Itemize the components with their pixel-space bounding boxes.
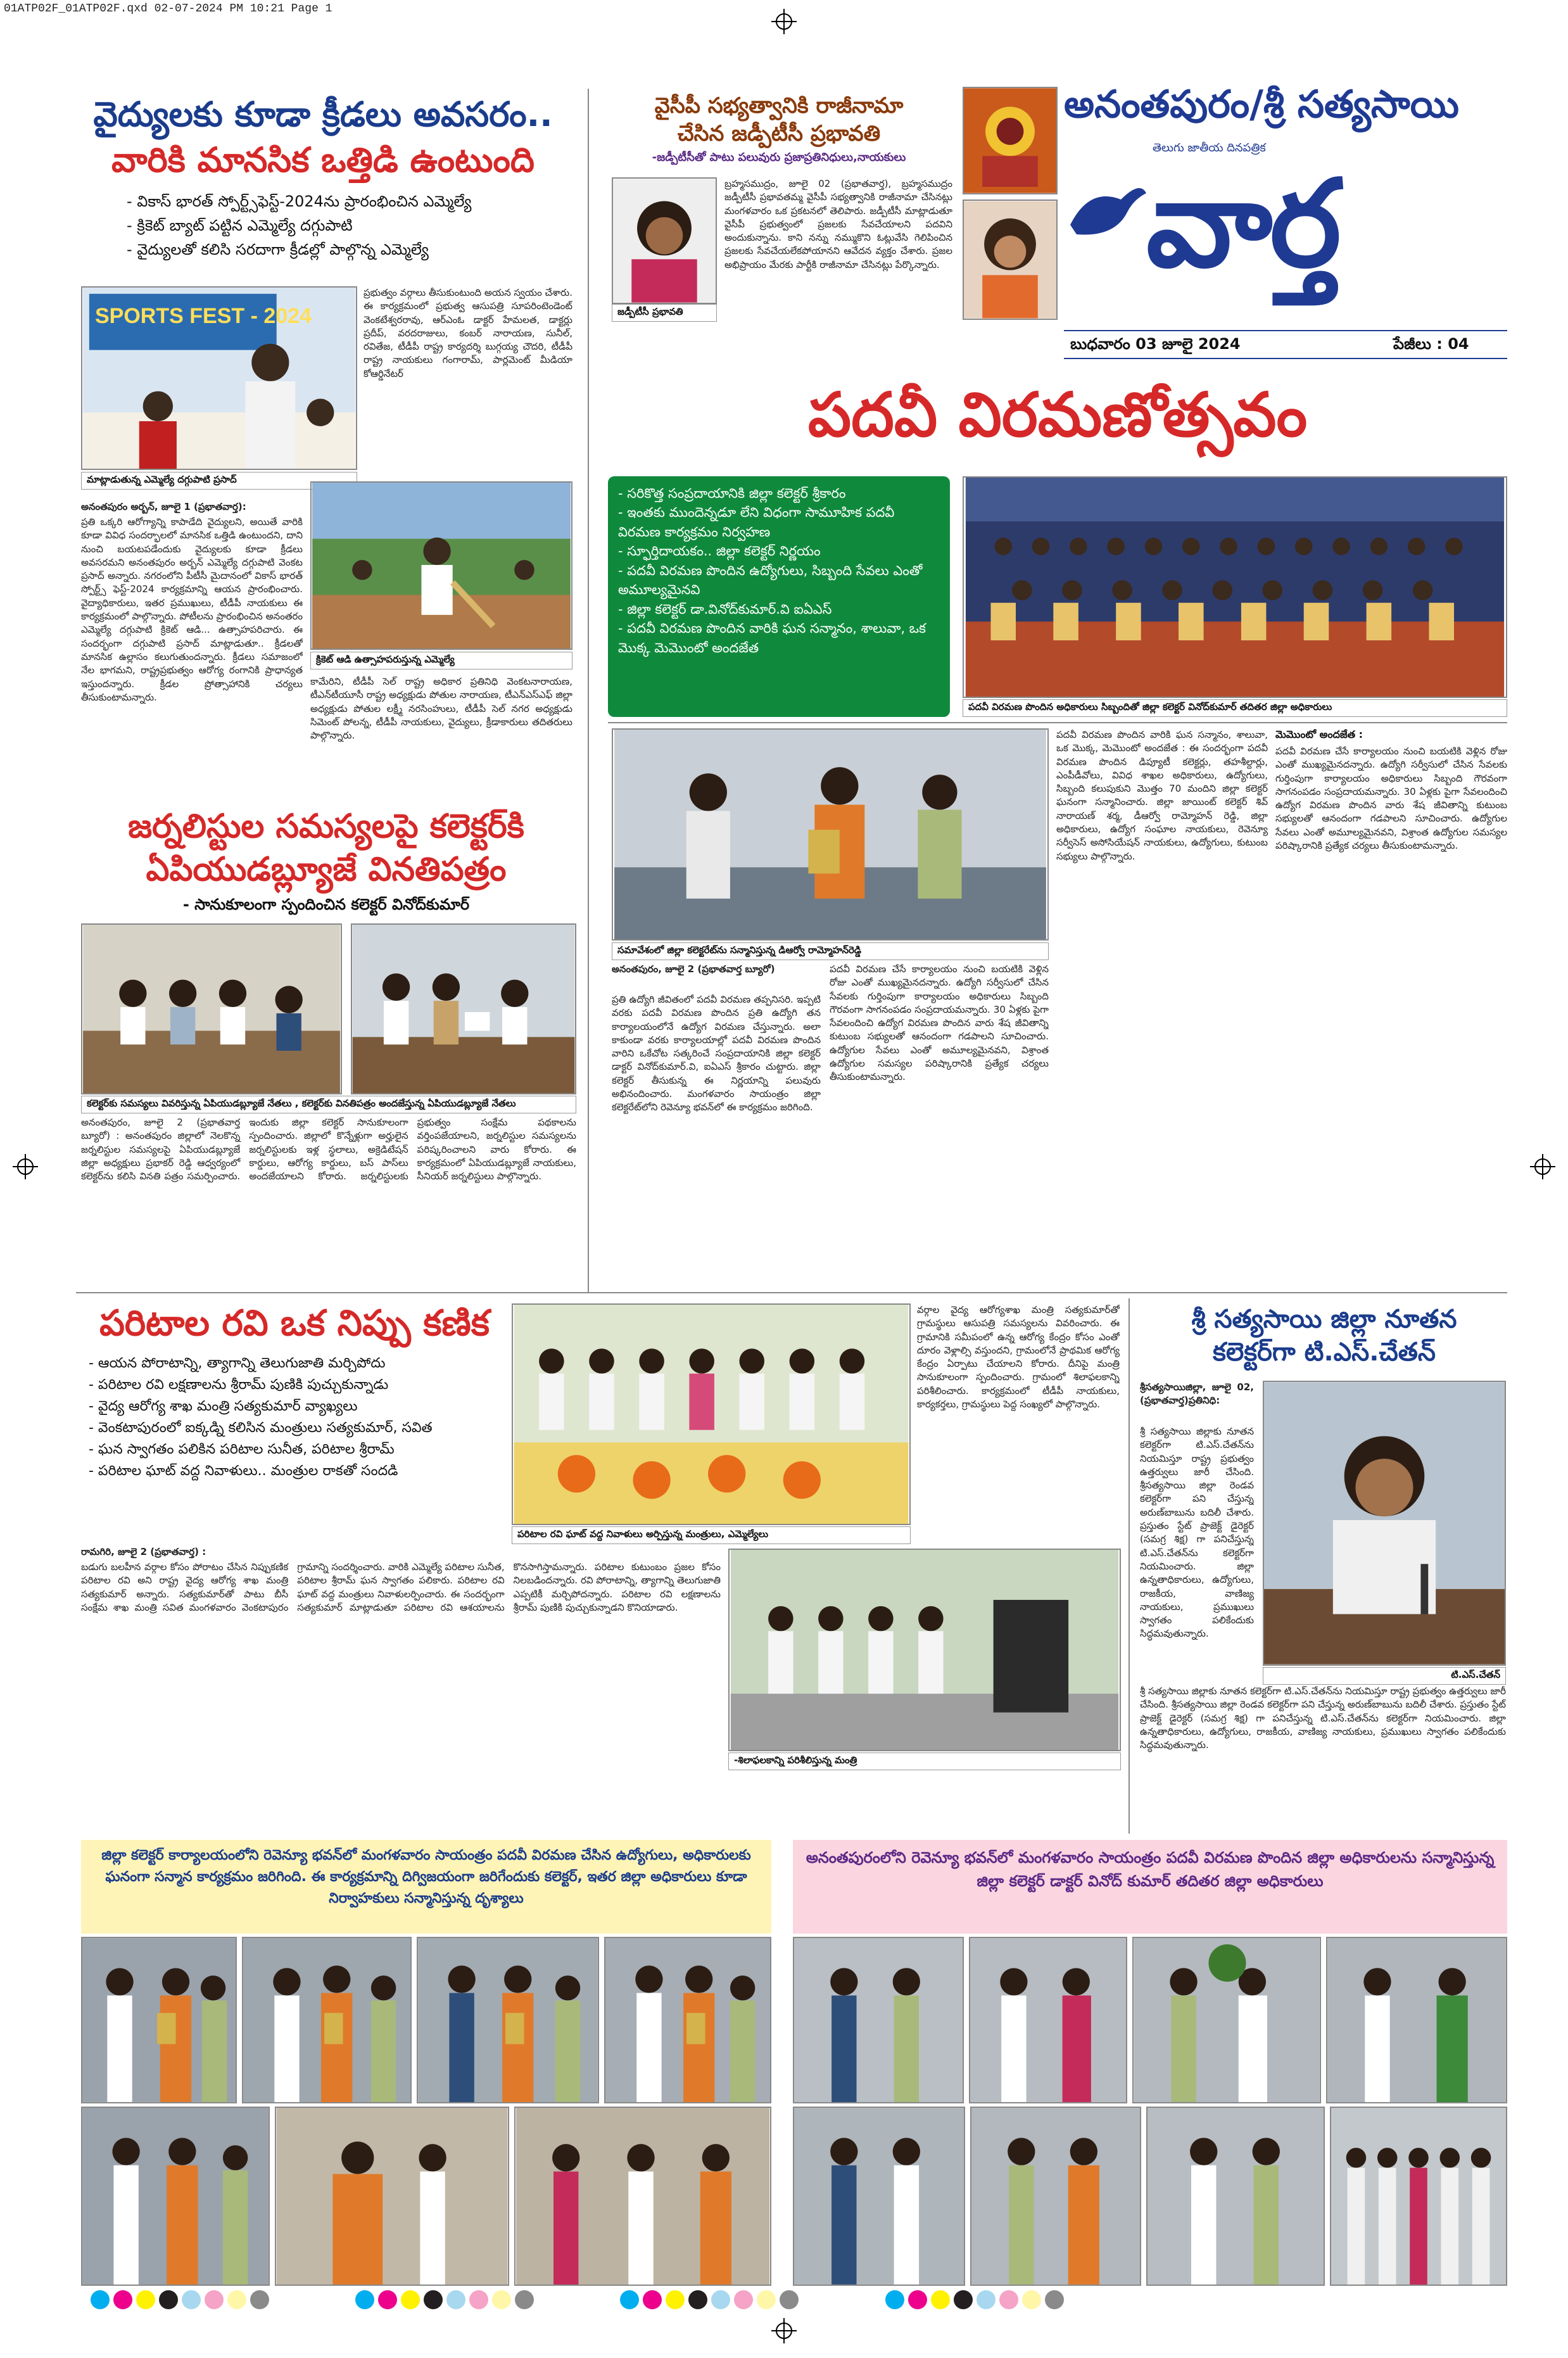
- color-swatch: [1022, 2290, 1041, 2309]
- honoring-photo: [970, 2107, 1141, 2286]
- color-swatch: [954, 2290, 973, 2309]
- page-count: పేజీలు : 04: [1393, 335, 1469, 353]
- masthead-photo-saint: [963, 200, 1058, 320]
- story3-body-d: పదవీ విరమణ చేసే కార్యాలయం నుంచి బయటికి వెళ్లిన రోజు ఎంతో ముఖ్యమైనదన్నారు. ఉద్యోగి సర్వీసులో చేసిన సేవలకు గుర్తింపుగా కార్యాలయం అధికారులు సిబ్బంది గౌరవంగా సాగనంపడం సంప్రదాయమన్నారు. 30 ఏళ్లకు పైగా సేవలందించి ఉద్యోగ విరమణ పొందిన వారు శేష జీవితాన్ని కుటుంబ సభ్యులతో ఆనందంగా గడపాలని సూచించారు. ఉద్యోగుల సేవలు ఎంతో అమూల్యమైనవని, విశ్రాంత ఉద్యోగుల సమస్యల పరిష్కారానికి ప్రత్యేక చర్యలు తీసుకుంటామన్నారు.: [1275, 745, 1507, 852]
- story5-photo2-caption: -శిలాఫలకాన్ని పరిశీలిస్తున్న మంత్రి: [728, 1753, 1121, 1770]
- story1-bullet: - క్రికెట్ బ్యాట్ పట్టిన ఎమ్మెల్యే దగ్గుపాటి: [127, 217, 353, 234]
- color-swatch: [136, 2290, 155, 2309]
- color-swatch: [666, 2290, 685, 2309]
- story5-body2: వర్గాల వైద్య ఆరోగ్యశాఖ మంత్రి సత్యకుమార్‌తో గ్రామస్థులు ఆసుపత్రి సమస్యలను వివరించారు. ఈ గ్రామానికి సమీపంలో ఉన్న ఆరోగ్య కేంద్రం కోసం ఎంతో దూరం వెళ్లాల్సి వస్తుందని, గ్రామంలోనే ప్రాథమిక ఆరోగ్య కేంద్రం ఏర్పాటు చేయాలని కోరారు. దీనిపై మంత్రి సానుకూలంగా స్పందించారు. గ్రామంలో శిలాఫలకాన్ని పరిశీలించారు. కార్యక్రమంలో టీడీపీ నాయకులు, కార్యకర్తలు, గ్రామస్థులు పెద్ద సంఖ్యలో పాల్గొన్నారు.: [917, 1304, 1120, 1410]
- divider: [608, 722, 1507, 723]
- color-swatch: [780, 2290, 799, 2309]
- honoring-photo: [81, 2107, 270, 2286]
- story1-body2: కామేరిని, టీడీపీ సెల్ రాష్ట్ర అధికార ప్రతినిధి వెంకటనారాయణ, టీఎన్‌టీయూసీ రాష్ట్ర అధ్యక్షుడు పోతుల నారాయణ, టీఎన్‌ఎస్‌ఎఫ్ జిల్లా అధ్యక్షుడు పోతుల లక్ష్మీ నరసింహులు, టీడీపీ సెల్ నగర అధ్యక్షుడు సిమెంట్ పోలన్న, టీడీపీ నాయకులు, వైద్యులు, క్రీడాకారులు తదితరులు పాల్గొన్నారు.: [310, 676, 572, 742]
- story1-bullet: - వైద్యులతో కలిసి సరదాగా క్రీడల్లో పాల్గొన్న ఎమ్మెల్యే: [127, 241, 429, 258]
- story4-headline-line1: జర్నలిస్టుల సమస్యలపై కలెక్టర్‌కి: [128, 808, 524, 846]
- color-swatch: [908, 2290, 927, 2309]
- story4-headline-line2: ఏపియుడబ్ల్యూజే వినతిపత్రం: [146, 851, 507, 889]
- story6-headline-line1: శ్రీ సత్యసాయి జిల్లా నూతన: [1191, 1305, 1457, 1334]
- story5-photo-tribute: [512, 1303, 911, 1525]
- story5-bullet: - ఘన స్వాగతం పలికిన పరిటాల సునీత, పరిటాల శ్రీరామ్: [89, 1442, 395, 1457]
- honoring-photo: [1132, 1937, 1321, 2103]
- story6-dateline: శ్రీసత్యసాయిజిల్లా, జూలై 02, (ప్రభాతవార్త)ప్రతినిధి:: [1140, 1381, 1254, 1407]
- story3-bullet-box: [608, 476, 950, 717]
- honoring-photo: [275, 2107, 509, 2286]
- color-swatch: [977, 2290, 996, 2309]
- story4-photo-left: [81, 923, 342, 1094]
- story3-bullet: - పదవీ విరమణ పొందిన వారికి ఘన సన్మానం, శాలువా, ఒక మొక్క మెమొంటో అందజేత: [618, 621, 926, 656]
- story6-photo: [1263, 1381, 1506, 1666]
- honoring-photo: [604, 1937, 771, 2103]
- story2-subhead: -జడ్పీటీసీతో పాటు పలువురు ప్రజాప్రతినిధులు,నాయకులు: [652, 151, 906, 164]
- story3-subhead-box: మెమొంటో అందజేత :: [1275, 728, 1363, 740]
- story5-photo1-caption: పరిటాల రవి ఘాట్ వద్ద నివాళులు అర్పిస్తున్న మంత్రులు, ఎమ్మెల్యేలు: [512, 1526, 911, 1544]
- story3-group-photo-caption: పదవీ విరమణ పొందిన అధికారులు సిబ్బందితో జిల్లా కలెక్టర్ వినోద్‌కుమార్ తదితర జిల్లా అధికారులు: [963, 699, 1507, 717]
- color-swatch: [401, 2290, 420, 2309]
- story1-headline-line2: వారికి మానసిక ఒత్తిడి ఉంటుంది: [111, 140, 534, 180]
- honoring-photo: [514, 2107, 771, 2286]
- story3-center-photo-caption: సమావేశంలో జిల్లా కలెక్టరేట్‌ను సన్మానిస్తున్న డిఆర్వో రామ్మోహన్‌రెడ్డి: [612, 942, 1049, 960]
- story5-bullet: - ఆయన పోరాటాన్ని, త్యాగాన్ని తెలుగుజాతి మర్చిపోదు: [89, 1355, 386, 1371]
- story2-body: బ్రహ్మసముద్రం, జూలై 02 (ప్రభాతవార్త), బ్రహ్మసముద్రం జడ్పీటీసీ ప్రభావతమ్మ వైసీపీ సభ్యత్వానికి రాజీనామా చేసినట్లు మంగళవారం ఒక ప్రకటనలో తెలిపారు. జడ్పీటీసీ మాట్లాడుతూ వైసీపీ ప్రభుత్వంలో ప్రజలకు సేవచేయాలని పదవిని అందుకున్నాను. కాని నన్ను నమ్ముకొని ఓట్లువేసి గెలిపించిన ప్రజలకు సేవచేయలేకపోయానని ఆవేదన వ్యక్తం చేశారు. ప్రజల అభిప్రాయం మేరకు పార్టీకి రాజీనామా చేసినట్లు పేర్కొన్నారు.: [724, 178, 952, 270]
- story5-bullet: - పరిటాల రవి లక్షణాలను శ్రీరామ్ పుణికి పుచ్చుకున్నాడు: [89, 1377, 389, 1393]
- story3-bullet: - పదవీ విరమణ పొందిన ఉద్యోగులు, సిబ్బంది సేవలు ఎంతో అమూల్యమైనవి: [618, 562, 923, 598]
- color-swatch: [999, 2290, 1018, 2309]
- honoring-photo: [242, 1937, 412, 2103]
- masthead-date-bar: [1064, 330, 1507, 359]
- story3-bullet: - సరికొత్త సంప్రదాయానికి జిల్లా కలెక్టర్ శ్రీకారం: [618, 486, 846, 501]
- story3-headline: పదవీ విరమణోత్సవం: [807, 379, 1308, 450]
- divider: [1129, 1298, 1130, 1834]
- story1-photo-cricket: [310, 481, 572, 650]
- story1-photo1-caption: మాట్లాడుతున్న ఎమ్మెల్యే దగ్గుపాటి ప్రసాద్: [81, 472, 357, 490]
- honoring-photo: [1146, 2107, 1325, 2286]
- registration-mark-icon: [13, 1154, 38, 1179]
- color-swatch: [757, 2290, 776, 2309]
- bottom-banner-right: అనంతపురంలోని రెవెన్యూ భవన్‌లో మంగళవారం సాయంత్రం పదవీ విరమణ పొందిన జిల్లా అధికారులను సన్మానిస్తున్న జిల్లా కలెక్టర్ డాక్టర్ వినోద్ కుమార్ తదితర జిల్లా అధికారులు: [793, 1840, 1507, 1934]
- masthead-edition: అనంతపురం/శ్రీ సత్యసాయి: [1064, 82, 1459, 127]
- color-swatch: [620, 2290, 639, 2309]
- story1-dateline: అనంతపురం అర్బన్, జూలై 1 (ప్రభాతవార్త):: [81, 501, 246, 512]
- honoring-photo: [417, 1937, 599, 2103]
- divider: [76, 1292, 1507, 1293]
- honoring-photo: [793, 1937, 964, 2103]
- story3-body-c: పదవీ విరమణ పొందిన వారికి ఘన సన్మానం, శాలువా, ఒక మొక్క, మెమొంటో అందజేత : ఈ సందర్భంగా పదవీ విరమణ పొందిన డిప్యూటీ కలెక్టర్లు, తహశీల్దార్లు, ఎంపీడీవోలు, వివిధ శాఖల అధికారులు, ఉద్యోగులు, సిబ్బంది కలుపుకుని మొత్తం 70 మందిని జిల్లా కలెక్టర్ ఘనంగా సన్మానించారు. జిల్లా జాయింట్ కలెక్టర్ శివ్ నారాయణ్ శర్మ, డీఆర్వో రామ్మోహన్ రెడ్డి, జిల్లా అధికారులు, ఉద్యోగ సంఘాల నాయకులు, రెవెన్యూ సర్వీసెస్ అసోసియేషన్ నాయకులు, ఉద్యోగులు, కుటుంబ సభ్యులు పాల్గొన్నారు.: [1056, 729, 1268, 862]
- color-swatch: [1045, 2290, 1064, 2309]
- color-swatch: [446, 2290, 465, 2309]
- masthead-title: వార్త: [1146, 154, 1339, 294]
- registration-mark-icon: [771, 9, 797, 34]
- story1-headline-line1: వైద్యులకు కూడా క్రీడలు అవసరం..: [93, 94, 553, 134]
- masthead: [963, 79, 1507, 377]
- story4-subhead: - సానుకూలంగా స్పందించిన కలెక్టర్ వినోద్‌కుమార్: [182, 896, 470, 913]
- story3-bullet: - స్ఫూర్తిదాయకం.. జిల్లా కలెక్టర్ నిర్ణయం: [618, 543, 821, 559]
- issue-date: బుధవారం 03 జూలై 2024: [1070, 335, 1241, 353]
- story3-bullet: - జిల్లా కలెక్టర్ డా.వినోద్‌కుమార్.వి ఐఏఎస్: [618, 601, 832, 617]
- story6-photo-caption: టి.ఎస్.చేతన్: [1263, 1667, 1506, 1685]
- color-swatch: [515, 2290, 534, 2309]
- story6-headline-line2: కలెక్టర్‌గా టి.ఎస్.చేతన్: [1213, 1338, 1436, 1367]
- color-swatch: [424, 2290, 443, 2309]
- honoring-photo: [1330, 2107, 1507, 2286]
- honoring-photo: [81, 1937, 237, 2103]
- story2-photo-caption: జడ్పీటీసీ ప్రభావతి: [612, 304, 717, 322]
- story3-dateline: అనంతపురం, జూలై 2 (ప్రభాతవార్త బ్యూరో): [612, 963, 775, 975]
- color-swatch: [113, 2290, 132, 2309]
- sports-fest-banner: SPORTS FEST - 2024: [95, 304, 312, 328]
- story4-photo-right: [351, 923, 576, 1094]
- story5-bullet: - పరిటాల ఘాట్ వద్ద నివాళులు.. మంత్రుల రాకతో సందడి: [89, 1463, 398, 1479]
- color-swatch: [227, 2290, 246, 2309]
- honoring-photo: [793, 2107, 965, 2286]
- color-swatch: [492, 2290, 511, 2309]
- color-swatch: [182, 2290, 201, 2309]
- honoring-photo: [969, 1937, 1127, 2103]
- story4-photos-caption: కలెక్టర్‌కు సమస్యలు వివరిస్తున్న ఏపియుడబ్ల్యూజే నేతలు , కలెక్టర్‌కు వినతిపత్రం అందజేస్తున్న ఏపియుడబ్ల్యూజే నేతలు: [81, 1096, 576, 1113]
- bottom-banner-left: జిల్లా కలెక్టర్ కార్యాలయంలోని రెవెన్యూ భవన్‌లో మంగళవారం సాయంత్రం పదవీ విరమణ చేసిన ఉద్యోగులు, అధికారులకు ఘనంగా సన్మాన కార్యక్రమం జరిగింది. ఈ కార్యక్రమాన్ని దిగ్విజయంగా జరిగేందుకు కలెక్టర్, ఇతర జిల్లా అధికారులు కూడా నిర్వాహకులు సన్మానిస్తున్న దృశ్యాలు: [81, 1840, 771, 1934]
- color-swatch: [885, 2290, 904, 2309]
- color-swatch: [378, 2290, 397, 2309]
- story5-bullet: - వెంకటాపురంలో ఐక్కడ్ని కలిసిన మంత్రులు సత్యకుమార్, సవిత: [89, 1420, 433, 1436]
- file-slug: 01ATP02F_01ATP02F.qxd 02-07-2024 PM 10:21 Page 1: [4, 3, 332, 15]
- story5-bullet: - వైద్య ఆరోగ్య శాఖ మంత్రి సత్యకుమార్ వ్యాఖ్యలు: [89, 1398, 358, 1414]
- story3-bullet: - ఇంతకు ముందెన్నడూ లేని విధంగా సామూహిక పదవీ విరమణ కార్యక్రమం నిర్వహణ: [618, 505, 895, 540]
- honoring-photo: [1326, 1937, 1507, 2103]
- story3-body-a: ప్రతి ఉద్యోగి జీవితంలో పదవీ విరమణ తప్పనిసరి. ఇప్పటి వరకు పదవీ విరమణ పొందిన ప్రతి ఉద్యోగి తన కార్యాలయంలోనే ఉద్యోగ విరమణ చేస్తున్నారు. అలా కాకుండా వరకు కార్యాలయాల్లో పదవీ విరమణ పొందిన వారిని ఒకేచోట సత్కరించే సంప్రదాయానికి జిల్లా కలెక్టర్ డాక్టర్ వినోద్‌కుమార్.వి, ఐఏఎస్ శ్రీకారం చుట్టారు. జిల్లా కలెక్టర్ తీసుకున్న ఈ నిర్ణయాన్ని పలువురు అభినందించారు. మంగళవారం సాయంత్రం జిల్లా కలెక్టరేట్‌లోని రెవెన్యూ భవన్‌లో ఈ కార్యక్రమం జరిగింది.: [612, 994, 821, 1113]
- story5-headline: పరిటాల రవి ఒక నిప్పు కణిక: [99, 1303, 490, 1344]
- color-swatch: [205, 2290, 224, 2309]
- story1-photo2-caption: క్రికెట్ ఆడి ఉత్సాహపరుస్తున్న ఎమ్మెల్యే: [310, 652, 572, 669]
- color-calibration-bar: [89, 2290, 1482, 2312]
- color-swatch: [931, 2290, 950, 2309]
- story2-headline-line1: వైసీపీ సభ్యత్వానికి రాజీనామా: [654, 93, 904, 118]
- story6-body: శ్రీ సత్యసాయి జిల్లాకు నూతన కలెక్టర్‌గా టి.ఎస్.చేతన్‌ను నియమిస్తూ రాష్ట్ర ప్రభుత్వం ఉత్తర్వులు జారీ చేసింది. శ్రీసత్యసాయి జిల్లా రెండవ కలెక్టర్‌గా పని చేస్తున్న అరుణ్‌బాబును బదిలీ చేశారు. ప్రస్తుతం స్టేట్ ప్రాజెక్ట్ డైరెక్టర్ (సమగ్ర శిక్ష) గా పనిచేస్తున్న టి.ఎస్.చేతన్‌ను కలెక్టర్‌గా నియమించారు. జిల్లా ఉన్నతాధికారులు, ఉద్యోగులు, రాజకీయ, వాణిజ్య నాయకులు, ప్రముఖులు స్వాగతం పలికేందుకు సిద్ధమవుతున్నారు.: [1140, 1426, 1254, 1640]
- story6-body-cont: శ్రీ సత్యసాయి జిల్లాకు నూతన కలెక్టర్‌గా టి.ఎస్.చేతన్‌ను నియమిస్తూ రాష్ట్ర ప్రభుత్వం ఉత్తర్వులు జారీ చేసింది. శ్రీసత్యసాయి జిల్లా రెండవ కలెక్టర్‌గా పని చేస్తున్న అరుణ్‌బాబును బదిలీ చేశారు. ప్రస్తుతం స్టేట్ ప్రాజెక్ట్ డైరెక్టర్ (సమగ్ర శిక్ష) గా పనిచేస్తున్న టి.ఎస్.చేతన్‌ను కలెక్టర్‌గా నియమించారు. జిల్లా ఉన్నతాధికారులు, ఉద్యోగులు, రాజకీయ, వాణిజ్య నాయకులు, ప్రముఖులు స్వాగతం పలికేందుకు సిద్ధమవుతున్నారు.: [1140, 1685, 1506, 1751]
- color-swatch: [355, 2290, 374, 2309]
- color-swatch: [91, 2290, 110, 2309]
- color-swatch: [643, 2290, 662, 2309]
- story1-bullet: - వికాస్ భారత్ స్పోర్ట్స్‌ఫెస్ట్-2024ను ప్రారంభించిన ఎమ్మెల్యే: [127, 193, 472, 210]
- divider: [588, 89, 589, 1292]
- registration-mark-icon: [1530, 1154, 1555, 1179]
- story1-side-text: ప్రభుత్వం వర్గాలు తీసుకుంటుంది అయన స్వయం చేశారు. ఈ కార్యక్రమంలో ప్రభుత్వ ఆసుపత్రి సూపరింటెండెంట్ వెంకటేశ్వరరావు, ఆర్ఎంఓ డాక్టర్ హేమలత, డాక్టర్లు ప్రదీప్, వరదరాజులు, కంబర్ నారాయణ, సునీల్, రవితేజ, టీడీపీ రాష్ట్ర కార్యదర్శి బుగ్గయ్య చౌదరి, టీడీపీ రాష్ట్ర నాయకులు గంగారామ్, పార్లమెంట్ మీడియా కోఆర్డినేటర్: [364, 287, 572, 379]
- story5-bullets: [89, 1353, 519, 1485]
- masthead-tagline: తెలుగు జాతీయ దినపత్రిక: [1153, 141, 1266, 155]
- story3-group-photo: [963, 476, 1507, 698]
- story5-body: బడుగు బలహీన వర్గాల కోసం పోరాటం చేసిన నిప్పుకణిక పరిటాల రవి అని రాష్ట్ర వైద్య ఆరోగ్య శాఖ మంత్రి సత్యకుమార్ అన్నారు. సత్యకుమార్‌తో పాటు బీసీ సంక్షేమ శాఖ మంత్రి సవిత మంగళవారం వెంకటాపురం గ్రామాన్ని సందర్శించారు. వారికి ఎమ్మెల్యే పరిటాల సునీత, పరిటాల శ్రీరామ్ ఘన స్వాగతం పలికారు. పరిటాల రవి ఘాట్ వద్ద మంత్రులు నివాళులర్పించారు. ఈ సందర్భంగా సత్యకుమార్ మాట్లాడుతూ పరిటాల రవి ఆశయాలను కొనసాగిస్తామన్నారు. పరిటాల కుటుంబం ప్రజల కోసం నిలబడిందన్నారు. రవి పోరాటాన్ని, త్యాగాన్ని తెలుగుజాతి ఎప్పటికీ మర్చిపోదన్నారు. పరిటాల రవి లక్షణాలను శ్రీరామ్ పుణికి పుచ్చుకున్నాడని కొనియాడారు.: [81, 1561, 721, 1613]
- color-swatch: [250, 2290, 269, 2309]
- story3-center-photo: [612, 728, 1049, 941]
- story4-body: అనంతపురం, జూలై 2 (ప్రభాతవార్త బ్యూరో) : అనంతపురం జిల్లాలో నెలకొన్న జర్నలిస్టుల సమస్యలపై ఏపియుడబ్ల్యూజే జిల్లా అధ్యక్షులు ప్రభాకర్ రెడ్డి ఆధ్వర్యంలో కలెక్టర్‌ను కలిసి వినతి పత్రం సమర్పించారు. ఇందుకు జిల్లా కలెక్టర్ సానుకూలంగా స్పందించారు. జిల్లాలో కొన్నేళ్లుగా అర్హులైన జర్నలిస్టులకు ఇళ్ల స్థలాలు, అక్రెడిటేషన్ కార్డులు, ఆరోగ్య కార్డులు, బస్ పాస్‌లు అందజేయాలని కోరారు. జర్నలిస్టులకు ప్రభుత్వం సంక్షేమ పథకాలను వర్తింపజేయాలని, జర్నలిస్టుల సమస్యలను పరిష్కరించాలని వారు కోరారు. ఈ కార్యక్రమంలో ఏపియుడబ్ల్యూజే నాయకులు, సీనియర్ జర్నలిస్టులు పాల్గొన్నారు.: [81, 1117, 576, 1182]
- color-swatch: [159, 2290, 178, 2309]
- dove-logo-icon: [1064, 174, 1153, 250]
- registration-mark-icon: [771, 2318, 797, 2343]
- color-swatch: [688, 2290, 707, 2309]
- story1-photo-stage: [81, 286, 357, 470]
- story1-body: ప్రతి ఒక్కరి ఆరోగ్యాన్ని కాపాడేది వైద్యులని, అయితే వారికి కూడా వివిధ సందర్భాలలో మానసిక ఒత్తిడి ఉంటుందని, దాని నుంచి బయటపడేందుకు వైద్యులకు కూడా క్రీడలు అవసరమని అనంతపురం అర్బన్ ఎమ్మెల్యే దగ్గుపాటి వెంకట ప్రసాద్ అన్నారు. నగరంలోని పీటీసీ మైదానంలో వికాస్ భారత్ స్పోర్ట్స్ ఫెస్ట్-2024 కార్యక్రమాన్ని ఆయన ప్రారంభించారు. వైద్యాధికారులు, ఇతర ప్రముఖులు, టీడీపీ నాయకులు ఈ కార్యక్రమంలో పాల్గొన్నారు. పోటీలను ప్రారంభించిన అనంతరం ఎమ్మెల్యే దగ్గుపాటి క్రికెట్ ఆడి... ఉత్సాహపరిచారు. ఈ సందర్భంగా దగ్గుపాటి ప్రసాద్ మాట్లాడుతూ.. క్రీడలతో మానసిక ఉల్లాసం కలుగుతుందన్నారు. క్రీడలు సమాజంలో నేల భాగమని, రాష్ట్రప్రభుత్వం ఆరోగ్య రంగానికి ప్రాధాన్యత ఇస్తుందన్నారు. క్రీడల ప్రోత్సాహానికి చర్యలు తీసుకుంటామన్నారు.: [81, 516, 303, 703]
- story1-bullets: [127, 190, 583, 265]
- color-swatch: [469, 2290, 488, 2309]
- color-swatch: [734, 2290, 753, 2309]
- story3-body-b: పదవీ విరమణ చేసే కార్యాలయం నుంచి బయటికి వెళ్లిన రోజు ఎంతో ముఖ్యమైనదన్నారు. ఉద్యోగి సర్వీసులో చేసిన సేవలకు గుర్తింపుగా కార్యాలయం అధికారులు సిబ్బంది గౌరవంగా సాగనంపడం సంప్రదాయమన్నారు. 30 ఏళ్లకు పైగా సేవలందించి ఉద్యోగ విరమణ పొందిన వారు శేష జీవితాన్ని కుటుంబ సభ్యులతో ఆనందంగా గడపాలని సూచించారు. ఉద్యోగుల సేవలు ఎంతో అమూల్యమైనవని, విశ్రాంత ఉద్యోగుల సమస్యల పరిష్కారానికి ప్రత్యేక చర్యలు తీసుకుంటామన్నారు.: [830, 963, 1049, 1083]
- color-swatch: [711, 2290, 730, 2309]
- story2-headline-line2: చేసిన జడ్పీటీసీ ప్రభావతి: [677, 121, 881, 146]
- story5-dateline: రామగిరి, జూలై 2 (ప్రభాతవార్త) :: [81, 1546, 206, 1557]
- story2-photo: [612, 177, 717, 304]
- story5-photo-plaque: [728, 1549, 1121, 1751]
- masthead-photo-deity: [963, 87, 1058, 194]
